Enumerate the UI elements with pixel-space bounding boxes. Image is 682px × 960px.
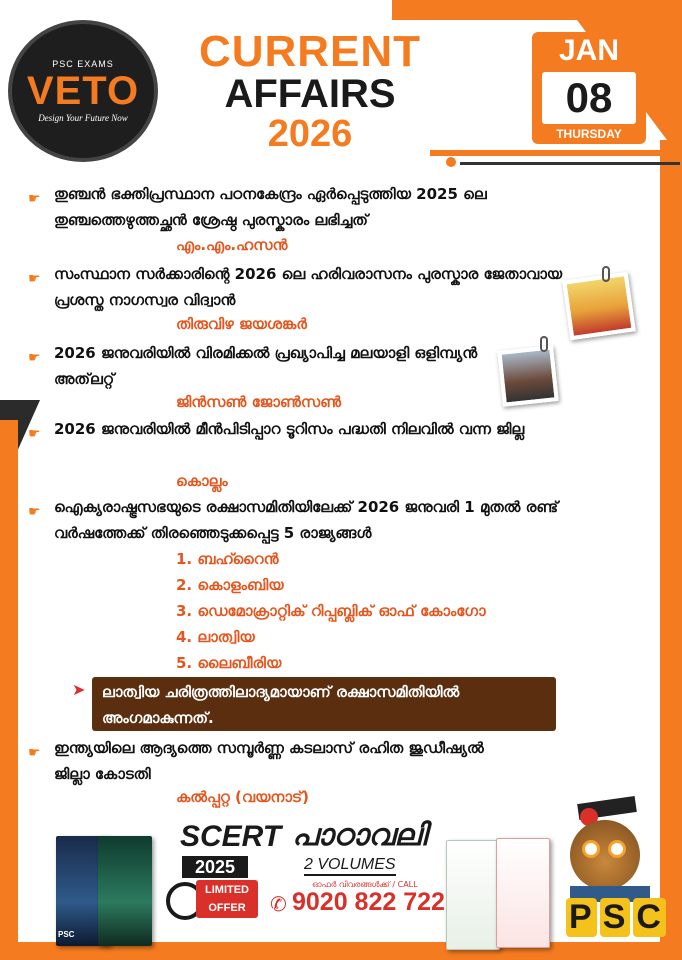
top-bar-decoration xyxy=(392,0,682,20)
psc-letter: S xyxy=(600,898,631,937)
logo-brand: VETO xyxy=(26,69,140,113)
limited-text: LIMITED xyxy=(205,884,249,896)
book-cover-image xyxy=(98,836,152,946)
jayashankar-photo xyxy=(562,272,636,341)
ad-scert-title: SCERT xyxy=(180,820,282,853)
answer-1: എം.എം.ഹസൻ xyxy=(176,236,288,254)
offer-text: OFFER xyxy=(208,902,246,914)
psc-letter: P xyxy=(566,898,597,937)
logo-top-text: PSC EXAMS xyxy=(52,59,114,69)
psc-badge xyxy=(566,898,669,937)
country-item: 3. ഡെമോക്രാറ്റിക് റിപ്പബ്ലിക് ഓഫ് കോംഗോ xyxy=(176,602,486,620)
owl-eye xyxy=(582,840,600,858)
pointing-hand-icon: ☛ xyxy=(28,504,41,520)
title-line-2: AFFAIRS xyxy=(224,72,396,116)
paper-clip-icon xyxy=(540,336,548,352)
title-line-3: 2026 xyxy=(267,113,353,155)
psc-letter: C xyxy=(633,898,666,937)
jinson-johnson-photo xyxy=(497,345,559,407)
pointing-hand-icon: ☛ xyxy=(28,745,41,761)
country-item: 4. ലാത്വിയ xyxy=(176,628,255,646)
question-text: ഐക്യരാഷ്ട്രസഭയുടെ രക്ഷാസമിതിയിലേക്ക് 2026 ജനുവരി 1 മുതൽ രണ്ട് വർഷത്തേക്ക് തിരഞ്ഞെടുക്കപ്പെട്ട 5 രാജ്യങ്ങൾ xyxy=(54,498,559,542)
veto-logo xyxy=(8,20,158,162)
question-5 xyxy=(30,494,590,546)
question-text: ഇന്ത്യയിലെ ആദ്യത്തെ സമ്പൂർണ്ണ കടലാസ് രഹിത ജുഡീഷ്യൽ ജില്ലാ കോടതി xyxy=(54,739,484,783)
title-line-1: CURRENT xyxy=(198,27,422,76)
answer-6: കൽപ്പറ്റ (വയനാട്) xyxy=(176,788,309,806)
arrow-icon: ➤ xyxy=(72,680,86,699)
question-3 xyxy=(30,340,530,392)
phone-number[interactable]: 9020 822 722 xyxy=(292,888,445,916)
question-6 xyxy=(30,735,510,787)
pointing-hand-icon: ☛ xyxy=(28,191,41,207)
limited-offer-badge xyxy=(196,880,258,918)
question-text: സംസ്ഥാന സർക്കാരിന്റെ 2026 ലെ ഹരിവരാസനം പുരസ്കാര ജേതാവായ പ്രശസ്ത നാഗസ്വര വിദ്വാൻ xyxy=(54,265,563,309)
date-day: 08 xyxy=(542,72,636,124)
question-text: തുഞ്ചൻ ഭക്തിപ്രസ്ഥാന പഠനകേന്ദ്രം ഏർപ്പെടുത്തിയ 2025 ലെ തുഞ്ചത്തെഴുത്തച്ഛൻ ശ്രേഷ്ഠ പുരസ്കാരം ലഭിച്ചത് xyxy=(54,185,487,229)
book-cover-image xyxy=(446,840,500,950)
ad-year: 2025 xyxy=(182,856,248,878)
country-item: 2. കൊളംബിയ xyxy=(176,576,284,594)
pointing-hand-icon: ☛ xyxy=(28,271,41,287)
question-2 xyxy=(30,261,570,313)
divider-dot xyxy=(446,157,456,167)
page-title xyxy=(165,27,455,155)
question-text: 2026 ജനുവരിയിൽ മീൻപിടിപ്പാറ ടൂറിസം പദ്ധതി നിലവിൽ വന്ന ജില്ല xyxy=(54,420,525,438)
pointing-hand-icon: ☛ xyxy=(28,426,41,442)
book-psc-label: PSC xyxy=(58,930,75,939)
country-item: 5. ലൈബീരിയ xyxy=(176,654,282,672)
left-strip-decoration xyxy=(0,420,18,960)
divider-line xyxy=(430,150,680,156)
date-month: JAN xyxy=(558,34,619,67)
ad-volumes: 2 VOLUMES xyxy=(304,856,396,876)
date-badge xyxy=(532,32,646,144)
phone-icon: ✆ xyxy=(270,892,287,916)
book-cover-image xyxy=(496,838,550,948)
answer-2: തിരുവിഴ ജയശങ്കർ xyxy=(176,315,307,333)
country-item: 1. ബഹ്റൈൻ xyxy=(176,550,279,568)
owl-eye xyxy=(608,840,626,858)
date-weekday: THURSDAY xyxy=(556,127,622,141)
right-strip-decoration xyxy=(660,140,682,960)
question-4 xyxy=(30,416,590,442)
answer-4: കൊല്ലം xyxy=(176,472,228,490)
answer-3: ജിൻസൺ ജോൺസൺ xyxy=(176,393,342,411)
note-box: ലാത്വിയ ചരിത്രത്തിലാദ്യമായാണ് രക്ഷാസമിതിയിൽ അംഗമാകുന്നത്. xyxy=(92,677,556,731)
owl-mascot-icon xyxy=(570,820,640,890)
pointing-hand-icon: ☛ xyxy=(28,350,41,366)
question-1 xyxy=(30,181,590,233)
question-text: 2026 ജനുവരിയിൽ വിരമിക്കൽ പ്രഖ്യാപിച്ച മലയാളി ഒളിമ്പ്യൻ അത്‌ലറ്റ് xyxy=(54,344,478,388)
divider-line-thin xyxy=(460,162,680,165)
paper-clip-icon xyxy=(602,266,610,282)
call-note: ഓഫർ വിവരങ്ങൾക്ക് / CALL xyxy=(312,880,418,889)
ad-scert-malayalam: പാഠാവലി xyxy=(292,818,427,853)
logo-tagline: Design Your Future Now xyxy=(38,113,128,123)
